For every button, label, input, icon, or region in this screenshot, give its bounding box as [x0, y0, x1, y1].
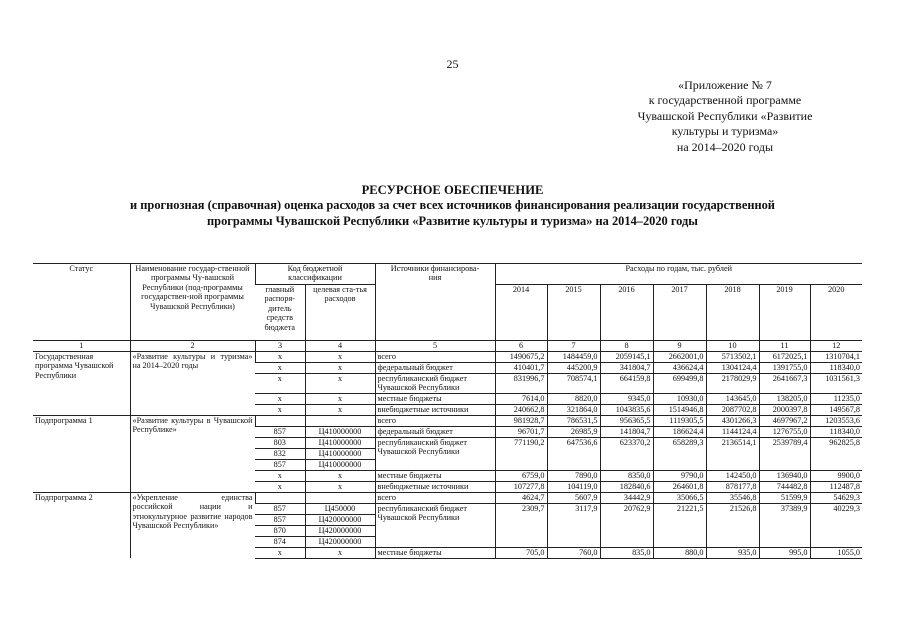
- cell-target-article: Ц410000000: [305, 459, 375, 470]
- cell-expense-value: 3117,9: [547, 503, 600, 547]
- cell-main-manager-code: x: [255, 393, 305, 404]
- cell-funding-source: республиканский бюджет Чувашской Республики: [375, 374, 495, 394]
- cell-expense-value: 182840,6: [600, 481, 653, 492]
- page-number: 25: [446, 57, 459, 71]
- column-number: 1: [33, 341, 130, 352]
- column-number: 2: [130, 341, 255, 352]
- cell-main-manager-code: 857: [255, 426, 305, 437]
- cell-expense-value: 8350,0: [600, 470, 653, 481]
- row-program-name: «Развитие культуры и туризма» на 2014–2020 годы: [130, 352, 255, 416]
- cell-expense-value: 1055,0: [810, 547, 862, 558]
- cell-expense-value: 981928,7: [495, 415, 547, 426]
- cell-expense-value: 6172025,1: [759, 352, 810, 363]
- budget-table: [33, 263, 862, 559]
- cell-expense-value: 143645,0: [706, 393, 759, 404]
- header-year: 2017: [653, 285, 706, 341]
- cell-funding-source: федеральный бюджет: [375, 363, 495, 374]
- cell-target-article: x: [305, 363, 375, 374]
- cell-target-article: Ц410000000: [305, 448, 375, 459]
- cell-expense-value: 37389,9: [759, 503, 810, 547]
- cell-main-manager-code: 874: [255, 536, 305, 547]
- cell-expense-value: 5607,9: [547, 492, 600, 503]
- cell-expense-value: 341804,7: [600, 363, 653, 374]
- cell-target-article: x: [305, 352, 375, 363]
- cell-target-article: x: [305, 404, 375, 415]
- cell-expense-value: 7614,0: [495, 393, 547, 404]
- cell-funding-source: местные бюджеты: [375, 393, 495, 404]
- cell-expense-value: 2178029,9: [706, 374, 759, 394]
- cell-expense-value: 11235,0: [810, 393, 862, 404]
- cell-main-manager-code: [255, 415, 305, 426]
- cell-funding-source: внебюджетные источники: [375, 404, 495, 415]
- cell-target-article: x: [305, 393, 375, 404]
- cell-expense-value: 647536,6: [547, 437, 600, 470]
- row-program-name: «Развитие культуры в Чувашской Республике»: [130, 415, 255, 492]
- cell-expense-value: 20762,9: [600, 503, 653, 547]
- cell-expense-value: 995,0: [759, 547, 810, 558]
- column-number: 7: [547, 341, 600, 352]
- cell-expense-value: 240662,8: [495, 404, 547, 415]
- cell-expense-value: 7890,0: [547, 470, 600, 481]
- cell-funding-source: республиканский бюджет Чувашской Республики: [375, 437, 495, 470]
- cell-main-manager-code: x: [255, 547, 305, 558]
- cell-target-article: Ц420000000: [305, 525, 375, 536]
- cell-expense-value: 744482,8: [759, 481, 810, 492]
- cell-main-manager-code: x: [255, 470, 305, 481]
- header-expenses: Расходы по годам, тыс. рублей: [495, 264, 862, 285]
- cell-target-article: x: [305, 481, 375, 492]
- cell-expense-value: 445200,9: [547, 363, 600, 374]
- cell-expense-value: 699499,8: [653, 374, 706, 394]
- cell-expense-value: 107277,8: [495, 481, 547, 492]
- cell-funding-source: местные бюджеты: [375, 547, 495, 558]
- cell-funding-source: всего: [375, 352, 495, 363]
- table-row: [33, 352, 862, 363]
- cell-expense-value: 760,0: [547, 547, 600, 558]
- cell-expense-value: 9900,0: [810, 470, 862, 481]
- cell-target-article: Ц450000: [305, 503, 375, 514]
- column-number: 6: [495, 341, 547, 352]
- cell-main-manager-code: x: [255, 404, 305, 415]
- cell-expense-value: 4697967,2: [759, 415, 810, 426]
- cell-expense-value: 880,0: [653, 547, 706, 558]
- column-number: 8: [600, 341, 653, 352]
- cell-target-article: Ц420000000: [305, 514, 375, 525]
- cell-expense-value: 835,0: [600, 547, 653, 558]
- column-number: 5: [375, 341, 495, 352]
- header-code-main: главный распоря-дитель средств бюджета: [255, 285, 305, 341]
- cell-expense-value: 4624,7: [495, 492, 547, 503]
- cell-target-article: Ц420000000: [305, 536, 375, 547]
- column-number: 11: [759, 341, 810, 352]
- row-status: Подпрограмма 2: [33, 492, 130, 558]
- cell-expense-value: 8820,0: [547, 393, 600, 404]
- header-year: 2020: [810, 285, 862, 341]
- table-row: [33, 415, 862, 426]
- cell-expense-value: 1304124,4: [706, 363, 759, 374]
- cell-expense-value: 142450,0: [706, 470, 759, 481]
- header-year: 2014: [495, 285, 547, 341]
- header-year: 2019: [759, 285, 810, 341]
- column-number: 9: [653, 341, 706, 352]
- header-status: Статус: [33, 264, 130, 341]
- cell-expense-value: 1119305,5: [653, 415, 706, 426]
- cell-expense-value: 708574,1: [547, 374, 600, 394]
- cell-main-manager-code: x: [255, 363, 305, 374]
- cell-expense-value: 705,0: [495, 547, 547, 558]
- cell-expense-value: 35546,8: [706, 492, 759, 503]
- cell-expense-value: 2641667,3: [759, 374, 810, 394]
- cell-expense-value: 2136514,1: [706, 437, 759, 470]
- appendix-line: на 2014–2020 годы: [676, 139, 774, 154]
- row-status: Подпрограмма 1: [33, 415, 130, 492]
- cell-expense-value: 1391755,0: [759, 363, 810, 374]
- cell-main-manager-code: 857: [255, 459, 305, 470]
- cell-expense-value: 2059145,1: [600, 352, 653, 363]
- cell-expense-value: 623370,2: [600, 437, 653, 470]
- cell-expense-value: 118340,0: [810, 426, 862, 437]
- cell-expense-value: 1043835,6: [600, 404, 653, 415]
- cell-expense-value: 771190,2: [495, 437, 547, 470]
- cell-expense-value: 9345,0: [600, 393, 653, 404]
- cell-expense-value: 118340,0: [810, 363, 862, 374]
- cell-expense-value: 1484459,0: [547, 352, 600, 363]
- cell-expense-value: 2662001,0: [653, 352, 706, 363]
- header-code-target: целевая ста-тья расходов: [305, 285, 375, 341]
- cell-main-manager-code: 803: [255, 437, 305, 448]
- cell-funding-source: местные бюджеты: [375, 470, 495, 481]
- cell-expense-value: 96701,7: [495, 426, 547, 437]
- cell-expense-value: 1310704,1: [810, 352, 862, 363]
- cell-expense-value: 6759,0: [495, 470, 547, 481]
- cell-expense-value: 1203553,6: [810, 415, 862, 426]
- cell-expense-value: 40229,3: [810, 503, 862, 547]
- cell-expense-value: 2309,7: [495, 503, 547, 547]
- cell-target-article: [305, 415, 375, 426]
- cell-funding-source: внебюджетные источники: [375, 481, 495, 492]
- cell-expense-value: 1490675,2: [495, 352, 547, 363]
- cell-funding-source: всего: [375, 415, 495, 426]
- cell-target-article: [305, 492, 375, 503]
- cell-funding-source: федеральный бюджет: [375, 426, 495, 437]
- cell-expense-value: 878177,8: [706, 481, 759, 492]
- cell-expense-value: 9790,0: [653, 470, 706, 481]
- cell-expense-value: 1031561,3: [810, 374, 862, 394]
- cell-expense-value: 104119,0: [547, 481, 600, 492]
- cell-expense-value: 149567,8: [810, 404, 862, 415]
- header-name: Наименование государ-ственной программы Чу-вашской Республики (под-программы государствен-ной программы Чувашской Республики): [130, 264, 255, 341]
- cell-expense-value: 664159,8: [600, 374, 653, 394]
- cell-expense-value: 141804,7: [600, 426, 653, 437]
- cell-main-manager-code: 857: [255, 514, 305, 525]
- row-status: Государственная программа Чувашской Республики: [35, 352, 114, 380]
- cell-expense-value: 112487,8: [810, 481, 862, 492]
- cell-expense-value: 962825,8: [810, 437, 862, 470]
- cell-target-article: Ц410000000: [305, 437, 375, 448]
- cell-expense-value: 4301266,3: [706, 415, 759, 426]
- cell-expense-value: 831996,7: [495, 374, 547, 394]
- cell-expense-value: 138205,0: [759, 393, 810, 404]
- cell-expense-value: 1514946,8: [653, 404, 706, 415]
- cell-expense-value: 26985,9: [547, 426, 600, 437]
- row-program-name: «Укрепление единства российской нации и этнокультурное развитие народов Чувашской Республики»: [130, 492, 255, 558]
- cell-funding-source: всего: [375, 492, 495, 503]
- cell-expense-value: 1144124,4: [706, 426, 759, 437]
- cell-expense-value: 2539789,4: [759, 437, 810, 470]
- cell-target-article: x: [305, 374, 375, 394]
- appendix-note: [600, 78, 850, 155]
- appendix-line: «Приложение № 7: [678, 78, 772, 92]
- cell-expense-value: 34442,9: [600, 492, 653, 503]
- cell-target-article: Ц410000000: [305, 426, 375, 437]
- cell-main-manager-code: x: [255, 481, 305, 492]
- cell-funding-source: республиканский бюджет Чувашской Республики: [375, 503, 495, 547]
- cell-expense-value: 186624,4: [653, 426, 706, 437]
- title-line-1: РЕСУРСНОЕ ОБЕСПЕЧЕНИЕ: [361, 183, 544, 197]
- cell-main-manager-code: 857: [255, 503, 305, 514]
- cell-target-article: x: [305, 470, 375, 481]
- column-number: 10: [706, 341, 759, 352]
- cell-expense-value: 321864,0: [547, 404, 600, 415]
- cell-expense-value: 21221,5: [653, 503, 706, 547]
- header-code: Код бюджетной классификации: [255, 264, 375, 285]
- title-line-3: программы Чувашской Республики «Развитие культуры и туризма» на 2014–2020 годы: [207, 213, 698, 228]
- cell-main-manager-code: 832: [255, 448, 305, 459]
- cell-expense-value: 10930,0: [653, 393, 706, 404]
- cell-main-manager-code: x: [255, 374, 305, 394]
- cell-expense-value: 935,0: [706, 547, 759, 558]
- cell-expense-value: 5713502,1: [706, 352, 759, 363]
- cell-expense-value: 2087702,8: [706, 404, 759, 415]
- cell-expense-value: 35066,5: [653, 492, 706, 503]
- column-number: 12: [810, 341, 862, 352]
- cell-main-manager-code: 870: [255, 525, 305, 536]
- table-row: [33, 492, 862, 503]
- column-number: 4: [305, 341, 375, 352]
- cell-expense-value: 264601,8: [653, 481, 706, 492]
- appendix-line: к государственной программе: [648, 93, 802, 108]
- cell-expense-value: 51599,9: [759, 492, 810, 503]
- cell-expense-value: 136940,0: [759, 470, 810, 481]
- header-year: 2018: [706, 285, 759, 341]
- appendix-line: культуры и туризма»: [671, 124, 779, 139]
- cell-target-article: x: [305, 547, 375, 558]
- appendix-line: Чувашской Республики «Развитие: [637, 108, 813, 123]
- cell-expense-value: 2000397,8: [759, 404, 810, 415]
- cell-expense-value: 410401,7: [495, 363, 547, 374]
- title-line-2: и прогнозная (справочная) оценка расходов за счет всех источников финансирования реализации государственной: [130, 198, 775, 213]
- cell-main-manager-code: x: [255, 352, 305, 363]
- header-year: 2015: [547, 285, 600, 341]
- cell-expense-value: 54629,3: [810, 492, 862, 503]
- cell-expense-value: 1276755,0: [759, 426, 810, 437]
- header-year: 2016: [600, 285, 653, 341]
- cell-expense-value: 436624,4: [653, 363, 706, 374]
- header-sources: Источники финансирова-ния: [375, 264, 495, 341]
- column-number: 3: [255, 341, 305, 352]
- cell-expense-value: 956365,5: [600, 415, 653, 426]
- cell-expense-value: 786531,5: [547, 415, 600, 426]
- cell-expense-value: 658289,3: [653, 437, 706, 470]
- cell-main-manager-code: [255, 492, 305, 503]
- document-title: [0, 183, 905, 229]
- cell-expense-value: 21526,8: [706, 503, 759, 547]
